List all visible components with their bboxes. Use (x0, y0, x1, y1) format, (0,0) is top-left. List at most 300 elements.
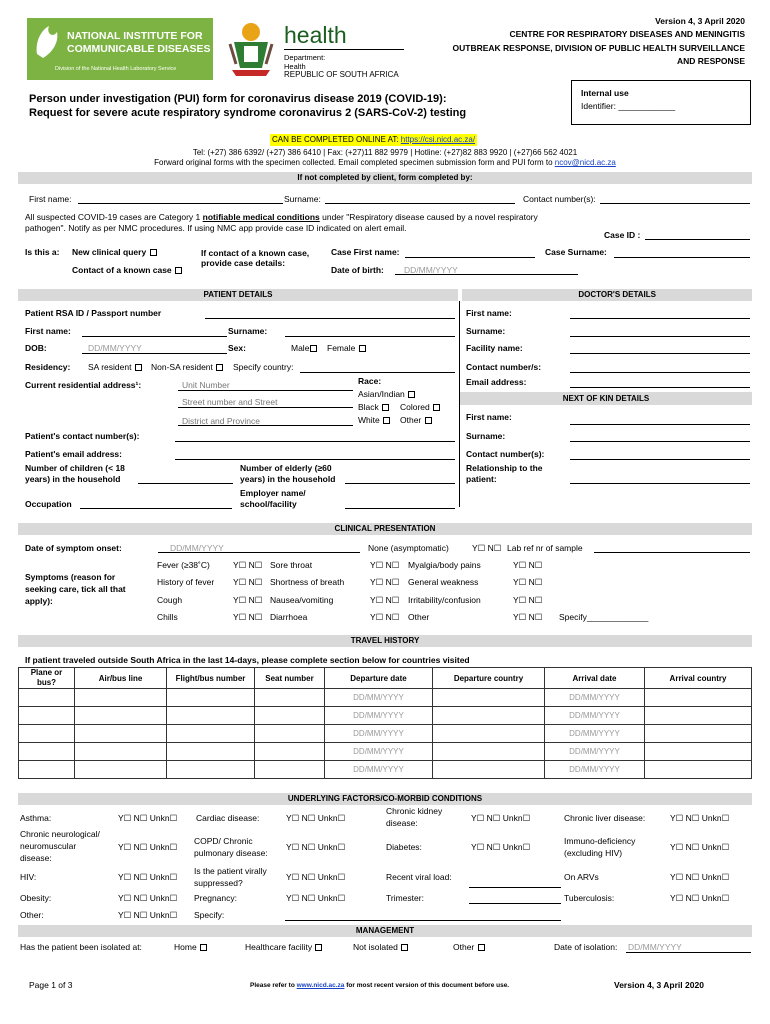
travel-table (18, 667, 752, 779)
doctor-surname-field[interactable] (570, 336, 750, 337)
asthma-ynu[interactable]: Y☐ N☐ Unkn☐ (118, 813, 178, 823)
travel-cell[interactable] (75, 761, 167, 779)
travel-header-line: Air/bus line (75, 668, 167, 689)
onset-field[interactable]: DD/MM/YYYY (170, 543, 224, 553)
nicd-subtitle: Division of the National Health Laboratory Service (55, 66, 177, 72)
travel-header-arrival-country: Arrival country (645, 668, 752, 689)
weakness-yn[interactable]: Y☐ N☐ (513, 577, 543, 587)
patient-surname-label: Surname: (228, 326, 268, 336)
fever-label: Fever (≥38˚C) (157, 560, 210, 570)
race-other-checkbox[interactable] (425, 417, 432, 424)
notice-line-1 (25, 212, 538, 222)
completer-first-field[interactable] (78, 203, 283, 204)
unit-line (178, 390, 353, 391)
completer-surname-field[interactable] (325, 203, 515, 204)
immuno-label-2: (excluding HIV) (564, 848, 623, 858)
doctor-email-label: Email address: (466, 377, 527, 387)
travel-note: If patient traveled outside South Africa in the last 14-days, please complete section below for countries visited (25, 655, 470, 665)
arrival-date-cell[interactable]: DD/MM/YYYY (545, 761, 645, 779)
kin-relationship-label-1: Relationship to the (466, 463, 543, 473)
elderly-field[interactable] (345, 483, 455, 484)
travel-cell[interactable] (19, 725, 75, 743)
isolated-label: Has the patient been isolated at: (20, 942, 142, 952)
occupation-field[interactable] (80, 508, 232, 509)
footer-refer (250, 982, 509, 989)
tb-ynu[interactable]: Y☐ N☐ Unkn☐ (670, 893, 730, 903)
home-label: Home (174, 942, 197, 952)
sob-label: Shortness of breath (270, 577, 345, 587)
travel-header-arrival-date: Arrival date (545, 668, 645, 689)
immuno-ynu[interactable]: Y☐ N☐ Unkn☐ (670, 842, 730, 852)
notice-end: under "Respiratory disease caused by a novel respiratory (319, 212, 538, 222)
diabetes-label: Diabetes: (386, 842, 422, 852)
travel-cell[interactable] (19, 707, 75, 725)
neuro-label-1: Chronic neurological/ (20, 829, 100, 839)
isolation-date-line (626, 952, 751, 953)
travel-cell[interactable] (645, 689, 752, 707)
travel-cell[interactable] (255, 707, 325, 725)
black-checkbox[interactable] (382, 404, 389, 411)
notice-line-2: pathogen". Notify as per NMC procedures. If using NMC app provide case ID indicated on alert email. (25, 223, 407, 233)
female-label: Female (327, 343, 356, 353)
asymptomatic-yn[interactable]: Y☐ N☐ (472, 543, 502, 553)
travel-cell[interactable] (19, 743, 75, 761)
new-query-option[interactable] (72, 247, 158, 257)
nicd-name-2: COMMUNICABLE DISEASES (67, 43, 211, 55)
travel-bar: TRAVEL HISTORY (18, 635, 752, 647)
kin-surname-label: Surname: (466, 431, 506, 441)
comorbid-bar: UNDERLYING FACTORS/CO-MORBID CONDITIONS (18, 793, 752, 805)
table-row (19, 761, 752, 779)
internal-use-label: Internal use (581, 88, 629, 98)
patient-surname-field[interactable] (285, 336, 455, 337)
internal-use-box (571, 80, 751, 125)
table-row (19, 689, 752, 707)
kin-bar (460, 392, 752, 405)
travel-cell[interactable] (255, 761, 325, 779)
diarrhoea-label: Diarrhoea (270, 612, 308, 622)
travel-cell[interactable] (433, 689, 545, 707)
kidney-ynu[interactable]: Y☐ N☐ Unkn☐ (471, 813, 531, 823)
page-number: Page 1 of 3 (29, 980, 73, 990)
specify-field[interactable] (285, 920, 561, 921)
diarrhoea-yn[interactable]: Y☐ N☐ (370, 612, 400, 622)
patient-first-field[interactable] (82, 336, 227, 337)
dept-line-3: REPUBLIC OF SOUTH AFRICA (284, 70, 399, 79)
nausea-label: Nausea/vomiting (270, 595, 334, 605)
travel-cell[interactable] (645, 725, 752, 743)
doctor-surname-label: Surname: (466, 326, 506, 336)
travel-cell[interactable] (255, 743, 325, 761)
kidney-label-2: disease: (386, 818, 418, 828)
asymptomatic-label: None (asymptomatic) (368, 543, 449, 553)
page-title-line-2: Request for severe acute respiratory syndrome coronavirus 2 (SARS-CoV-2) testing (29, 107, 467, 119)
employer-field[interactable] (345, 508, 455, 509)
forward-text: Forward original forms with the specimen collected. Email completed specimen submission form and PUI form to (154, 158, 555, 167)
onset-label: Date of symptom onset: (25, 543, 122, 553)
kin-contact-field[interactable] (570, 459, 750, 460)
facility-label: Facility name: (466, 343, 523, 353)
refer-text: Please refer to (250, 982, 297, 989)
non-sa-checkbox[interactable] (216, 364, 223, 371)
sore-throat-label: Sore throat (270, 560, 313, 570)
suppressed-ynu[interactable]: Y☐ N☐ Unkn☐ (286, 872, 346, 882)
footer-link[interactable]: www.nicd.ac.za (296, 982, 345, 989)
refer-end: for most recent version of this document before use. (344, 982, 510, 989)
diabetes-ynu[interactable]: Y☐ N☐ Unkn☐ (471, 842, 531, 852)
home-checkbox[interactable] (200, 944, 207, 951)
doctor-bar (462, 289, 752, 301)
contact-line: Tel: (+27) 386 6392/ (+27) 386 6410 | Fax: (+27)11 882 9979 | Hotline: (+27)82 883 9920 | (+27)66 562 4021 (192, 148, 578, 157)
suppressed-label-2: suppressed? (194, 878, 243, 888)
kin-first-field[interactable] (570, 424, 750, 425)
history-fever-yn[interactable]: Y☐ N☐ (233, 577, 263, 587)
occupation-label: Occupation (25, 499, 72, 509)
obesity-label: Obesity: (20, 893, 52, 903)
male-label: Male (291, 343, 310, 353)
male-option[interactable] (291, 343, 318, 353)
asian-label: Asian/Indian (358, 389, 405, 399)
travel-cell[interactable] (433, 743, 545, 761)
specify-label: Specify: (194, 910, 225, 920)
copd-label-1: COPD/ Chronic (194, 836, 253, 846)
doctor-email-field[interactable] (570, 387, 750, 388)
race-label: Race: (358, 376, 382, 386)
patient-dob-label: DOB: (25, 343, 47, 353)
table-row (19, 743, 752, 761)
immuno-label-1: Immuno-deficiency (564, 836, 636, 846)
patient-dob-field[interactable]: DD/MM/YYYY (88, 343, 142, 353)
travel-cell[interactable] (75, 743, 167, 761)
facility-option[interactable] (245, 942, 323, 952)
coloured-checkbox[interactable] (433, 404, 440, 411)
not-isolated-option[interactable] (353, 942, 409, 952)
completer-bar: If not completed by client, form completed by: (18, 172, 752, 184)
isolation-other-option[interactable] (453, 942, 486, 952)
departure-date-cell[interactable]: DD/MM/YYYY (325, 689, 433, 707)
isolation-other-checkbox[interactable] (478, 944, 485, 951)
neuro-label-3: disease: (20, 853, 52, 863)
comorbid-other-ynu[interactable]: Y☐ N☐ Unkn☐ (118, 910, 178, 920)
page-title-line-1: Person under investigation (PUI) form for coronavirus disease 2019 (COVID-19): (29, 93, 447, 105)
pregnancy-ynu[interactable]: Y☐ N☐ Unkn☐ (286, 893, 346, 903)
travel-cell[interactable] (167, 689, 255, 707)
non-sa-option[interactable] (151, 362, 224, 372)
travel-header-departure-date: Departure date (325, 668, 433, 689)
travel-cell[interactable] (167, 761, 255, 779)
email-link[interactable]: ncov@nicd.ac.za (554, 158, 616, 167)
online-banner (270, 134, 477, 146)
viral-load-field[interactable] (469, 887, 561, 888)
facility-checkbox[interactable] (315, 944, 322, 951)
completer-contact-label: Contact number(s): (523, 194, 596, 204)
unit-number-field[interactable]: Unit Number (182, 380, 230, 390)
kin-bar-text: NEXT OF KIN DETAILS (562, 394, 650, 403)
travel-header-departure-country: Departure country (433, 668, 545, 689)
specify-country-label: Specify country: (233, 362, 294, 372)
district-field[interactable]: District and Province (182, 416, 260, 426)
travel-cell[interactable] (167, 707, 255, 725)
trimester-label: Trimester: (386, 893, 424, 903)
identifier-field[interactable]: Identifier: ____________ (581, 101, 676, 111)
nicd-name-1: NATIONAL INSTITUTE FOR (67, 30, 203, 42)
arrival-date-cell[interactable]: DD/MM/YYYY (545, 689, 645, 707)
hiv-ynu[interactable]: Y☐ N☐ Unkn☐ (118, 872, 178, 882)
arv-label: On ARVs (564, 872, 599, 882)
trimester-field[interactable] (469, 903, 561, 904)
street-line (178, 407, 353, 408)
kin-relationship-field[interactable] (570, 483, 750, 484)
sa-resident-option[interactable] (88, 362, 143, 372)
cardiac-ynu[interactable]: Y☐ N☐ Unkn☐ (286, 813, 346, 823)
travel-cell[interactable] (75, 725, 167, 743)
provide-details-label: provide case details: (201, 258, 286, 268)
departure-date-cell[interactable]: DD/MM/YYYY (325, 725, 433, 743)
sob-yn[interactable]: Y☐ N☐ (370, 577, 400, 587)
history-fever-label: History of fever (157, 577, 215, 587)
elderly-label-1: Number of elderly (≥60 (240, 463, 332, 473)
coloured-option[interactable] (400, 402, 441, 412)
symptoms-label-1: Symptoms (reason for (25, 572, 116, 582)
travel-cell[interactable] (19, 689, 75, 707)
travel-cell[interactable] (167, 743, 255, 761)
liver-ynu[interactable]: Y☐ N☐ Unkn☐ (670, 813, 730, 823)
is-this-label: Is this a: (25, 247, 60, 257)
known-contact-label: Contact of a known case (72, 265, 172, 275)
patient-contact-label: Patient's contact number(s): (25, 431, 140, 441)
copd-label-2: pulmonary disease: (194, 848, 268, 858)
rsa-id-label: Patient RSA ID / Passport number (25, 308, 162, 318)
arrival-date-cell[interactable]: DD/MM/YYYY (545, 707, 645, 725)
travel-cell[interactable] (433, 761, 545, 779)
case-id-field[interactable] (645, 239, 750, 240)
kin-first-label: First name: (466, 412, 512, 422)
completer-first-label: First name: (29, 194, 72, 204)
irritability-label: Irritability/confusion (408, 595, 481, 605)
female-option[interactable] (327, 343, 367, 353)
rsa-id-field[interactable] (205, 318, 455, 319)
south-africa-coat-of-arms-icon (222, 20, 280, 78)
travel-cell[interactable] (433, 707, 545, 725)
hiv-label: HIV: (20, 872, 37, 882)
myalgia-yn[interactable]: Y☐ N☐ (513, 560, 543, 570)
notice-bold: notifiable medical conditions (202, 212, 320, 222)
obesity-ynu[interactable]: Y☐ N☐ Unkn☐ (118, 893, 178, 903)
clinical-bar: CLINICAL PRESENTATION (18, 523, 752, 535)
sa-resident-label: SA resident (88, 362, 132, 372)
version-top: Version 4, 3 April 2020 (655, 16, 745, 26)
sex-label: Sex: (228, 343, 246, 353)
race-other-option[interactable] (400, 415, 433, 425)
symptom-other-yn[interactable]: Y☐ N☐ (513, 612, 543, 622)
viral-load-label: Recent viral load: (386, 872, 452, 882)
home-option[interactable] (174, 942, 208, 952)
employer-label-1: Employer name/ (240, 488, 306, 498)
doctor-first-label: First name: (466, 308, 512, 318)
travel-cell[interactable] (167, 725, 255, 743)
symptom-specify-field[interactable]: Specify_____________ (559, 612, 649, 622)
lab-ref-label: Lab ref nr of sample (507, 543, 583, 553)
case-first-field[interactable] (405, 257, 535, 258)
doctor-first-field[interactable] (570, 318, 750, 319)
notice-text: All suspected COVID-19 cases are Category 1 (25, 212, 203, 222)
doctor-contact-label: Contact number/s: (466, 362, 542, 372)
symptom-other-label: Other (408, 612, 430, 622)
nicd-emblem-icon (33, 24, 63, 60)
sore-throat-yn[interactable]: Y☐ N☐ (370, 560, 400, 570)
case-dob-line (395, 274, 578, 275)
doctor-bar-text: DOCTOR'S DETAILS (578, 290, 656, 299)
management-bar: MANAGEMENT (18, 925, 752, 937)
health-divider (284, 49, 404, 50)
travel-header-flight: Flight/bus number (167, 668, 255, 689)
irritability-yn[interactable]: Y☐ N☐ (513, 595, 543, 605)
liver-label: Chronic liver disease: (564, 813, 646, 823)
centre-line-1: CENTRE FOR RESPIRATORY DISEASES AND MENINGITIS (509, 29, 745, 39)
cardiac-label: Cardiac disease: (196, 813, 260, 823)
symptoms-label-3: apply): (25, 596, 53, 606)
chills-label: Chills (157, 612, 178, 622)
fever-yn[interactable]: Y☐ N☐ (233, 560, 263, 570)
case-first-label: Case First name: (331, 247, 400, 257)
travel-cell[interactable] (255, 725, 325, 743)
black-option[interactable] (358, 402, 390, 412)
specify-country-field[interactable] (300, 372, 455, 373)
table-row (19, 707, 752, 725)
cough-label: Cough (157, 595, 183, 605)
case-dob-field[interactable]: DD/MM/YYYY (404, 265, 458, 275)
patient-bar-text: PATIENT DETAILS (203, 290, 273, 299)
address-label: Current residential address¹: (25, 380, 142, 390)
tb-label: Tuberculosis: (564, 893, 615, 903)
travel-cell[interactable] (19, 761, 75, 779)
case-surname-label: Case Surname: (545, 247, 607, 257)
kidney-label-1: Chronic kidney (386, 806, 443, 816)
travel-cell[interactable] (75, 689, 167, 707)
white-option[interactable] (358, 415, 391, 425)
known-contact-checkbox[interactable] (175, 267, 182, 274)
patient-email-label: Patient's email address: (25, 449, 122, 459)
case-id-label: Case ID : (604, 230, 641, 240)
table-row (19, 725, 752, 743)
travel-cell[interactable] (645, 743, 752, 761)
nausea-yn[interactable]: Y☐ N☐ (370, 595, 400, 605)
kin-contact-label: Contact number(s): (466, 449, 545, 459)
sa-resident-checkbox[interactable] (135, 364, 142, 371)
facility-field[interactable] (570, 353, 750, 354)
patient-dob-line (82, 353, 227, 354)
comorbid-other-label: Other: (20, 910, 44, 920)
isolation-date-label: Date of isolation: (554, 942, 618, 952)
white-checkbox[interactable] (383, 417, 390, 424)
children-field[interactable] (138, 483, 233, 484)
patient-email-field[interactable] (175, 459, 455, 460)
departure-date-cell[interactable]: DD/MM/YYYY (325, 743, 433, 761)
residency-label: Residency: (25, 362, 71, 372)
travel-header-plane: Plane or bus? (19, 668, 75, 689)
coloured-label: Colored (400, 402, 430, 412)
dept-line-1: Department: (284, 53, 326, 62)
street-field[interactable]: Street number and Street (182, 397, 278, 407)
arv-ynu[interactable]: Y☐ N☐ Unkn☐ (670, 872, 730, 882)
patient-contact-field[interactable] (175, 441, 455, 442)
isolation-other-label: Other (453, 942, 475, 952)
asian-option[interactable] (358, 389, 416, 399)
elderly-label-2: years) in the household (240, 474, 336, 484)
case-surname-field[interactable] (614, 257, 750, 258)
employer-label-2: school/facility (240, 499, 297, 509)
neuro-label-2: neuromuscular (20, 841, 77, 851)
white-label: White (358, 415, 380, 425)
arrival-date-cell[interactable]: DD/MM/YYYY (545, 743, 645, 761)
health-wordmark: health (284, 22, 347, 48)
departure-date-cell[interactable]: DD/MM/YYYY (325, 761, 433, 779)
doctor-contact-field[interactable] (570, 372, 750, 373)
forward-line (0, 158, 770, 167)
copd-ynu[interactable]: Y☐ N☐ Unkn☐ (286, 842, 346, 852)
non-sa-label: Non-SA resident (151, 362, 213, 372)
not-isolated-label: Not isolated (353, 942, 398, 952)
known-contact-option[interactable] (72, 265, 183, 275)
male-checkbox[interactable] (310, 345, 317, 352)
travel-cell[interactable] (255, 689, 325, 707)
lab-ref-field[interactable] (594, 552, 750, 553)
case-dob-label: Date of birth: (331, 265, 384, 275)
version-footer: Version 4, 3 April 2020 (614, 980, 704, 990)
new-query-checkbox[interactable] (150, 249, 157, 256)
chills-yn[interactable]: Y☐ N☐ (233, 612, 263, 622)
nicd-logo (27, 18, 213, 80)
pregnancy-label: Pregnancy: (194, 893, 237, 903)
black-label: Black (358, 402, 379, 412)
arrival-date-cell[interactable]: DD/MM/YYYY (545, 725, 645, 743)
travel-cell[interactable] (433, 725, 545, 743)
cough-yn[interactable]: Y☐ N☐ (233, 595, 263, 605)
kin-surname-field[interactable] (570, 441, 750, 442)
travel-cell[interactable] (645, 761, 752, 779)
kin-relationship-label-2: patient: (466, 474, 497, 484)
travel-cell[interactable] (75, 707, 167, 725)
race-other-label: Other (400, 415, 422, 425)
if-contact-label: If contact of a known case, (201, 248, 310, 258)
district-line (178, 425, 353, 426)
patient-bar (18, 289, 458, 301)
asthma-label: Asthma: (20, 813, 52, 823)
facility-option-label: Healthcare facility (245, 942, 313, 952)
centre-line-2: OUTBREAK RESPONSE, DIVISION OF PUBLIC HEALTH SURVEILLANCE (452, 43, 745, 53)
children-label-1: Number of children (< 18 (25, 463, 125, 473)
completer-contact-field[interactable] (600, 203, 750, 204)
onset-line (158, 552, 360, 553)
isolation-date-field[interactable]: DD/MM/YYYY (628, 942, 682, 952)
female-checkbox[interactable] (359, 345, 366, 352)
completer-surname-label: Surname: (284, 194, 321, 204)
symptoms-label-2: seeking care, tick all that (25, 584, 126, 594)
patient-first-label: First name: (25, 326, 71, 336)
new-query-label: New clinical query (72, 247, 147, 257)
dept-line-2: Health (284, 62, 306, 71)
online-link[interactable]: https://csi.nicd.ac.za/ (400, 135, 476, 144)
centre-line-3: AND RESPONSE (676, 56, 745, 66)
neuro-ynu[interactable]: Y☐ N☐ Unkn☐ (118, 842, 178, 852)
myalgia-label: Myalgia/body pains (408, 560, 481, 570)
departure-date-cell[interactable]: DD/MM/YYYY (325, 707, 433, 725)
asian-checkbox[interactable] (408, 391, 415, 398)
not-isolated-checkbox[interactable] (401, 944, 408, 951)
weakness-label: General weakness (408, 577, 479, 587)
travel-cell[interactable] (645, 707, 752, 725)
online-text: CAN BE COMPLETED ONLINE AT: (272, 135, 401, 144)
